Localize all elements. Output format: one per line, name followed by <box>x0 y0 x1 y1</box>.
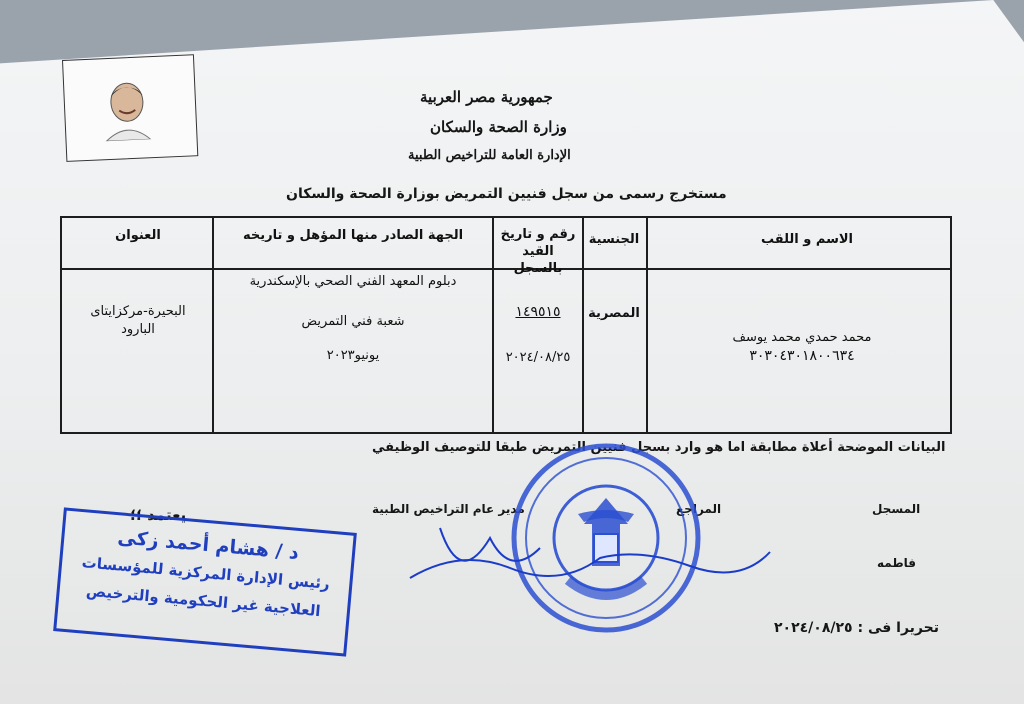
cell-nationality: المصرية <box>588 306 640 321</box>
header-qualification: الجهة الصادر منها المؤهل و تاريخه <box>242 228 464 243</box>
verification-statement: البيانات الموضحة أعلاة مطابقة اما هو وارد بسجل فنيين التمريض طبقا للتوصيف الوظيفي <box>372 440 946 455</box>
portrait-icon <box>94 75 161 142</box>
cell-national-id: ٣٠٣٠٤٣٠١٨٠٠٦٣٤ <box>749 348 855 364</box>
cell-name: محمد حمدي محمد يوسف <box>732 330 872 345</box>
stamp-name: د / هشام أحمد زكى <box>116 526 300 565</box>
issue-date: تحريرا فى : ٢٠٢٤/٠٨/٢٥ <box>774 620 939 636</box>
cell-qualification-date: يونيو٢٠٢٣ <box>326 348 380 363</box>
header-nationality: الجنسية <box>588 232 640 247</box>
header-registration: رقم و تاريخ القيد بالسجل <box>500 227 576 276</box>
signature-scribble <box>400 508 780 598</box>
cell-address-line2: البارود <box>121 322 155 337</box>
reviewer-label: المراجع <box>676 502 722 516</box>
stamp-title-line1: رئيس الإدارة المركزية للمؤسسات <box>81 553 331 593</box>
registrar-label: المسجل <box>872 502 921 516</box>
applicant-photo <box>62 54 198 162</box>
director-label: مدير عام التراخيص الطبية <box>372 502 525 516</box>
header-ministry: وزارة الصحة والسكان <box>430 118 567 136</box>
cell-qualification-institute: دبلوم المعهد الفني الصحي بالإسكندرية <box>249 274 457 289</box>
header-name: الاسم و اللقب <box>760 232 853 247</box>
document-subtitle: مستخرج رسمى من سجل فنيين التمريض بوزارة الصحة والسكان <box>286 186 727 202</box>
registrar-name: فاطمه <box>877 556 916 570</box>
cell-qualification-branch: شعبة فني التمريض <box>301 314 405 329</box>
header-country: جمهورية مصر العربية <box>420 88 553 106</box>
approve-label: يعتمد ؛؛ <box>130 506 187 524</box>
header-department: الإدارة العامة للتراخيص الطبية <box>408 148 571 163</box>
cell-reg-number: ١٤٩٥١٥ <box>515 304 561 320</box>
cell-address-line1: البحيرة-مركزايتاى <box>90 304 186 319</box>
stamp-title-line2: العلاجية غير الحكومية والترخيص <box>85 581 322 621</box>
official-name-stamp <box>53 507 357 656</box>
header-address: العنوان <box>115 228 161 243</box>
cell-reg-date: ٢٠٢٤/٠٨/٢٥ <box>505 350 571 365</box>
registry-table <box>60 216 952 434</box>
